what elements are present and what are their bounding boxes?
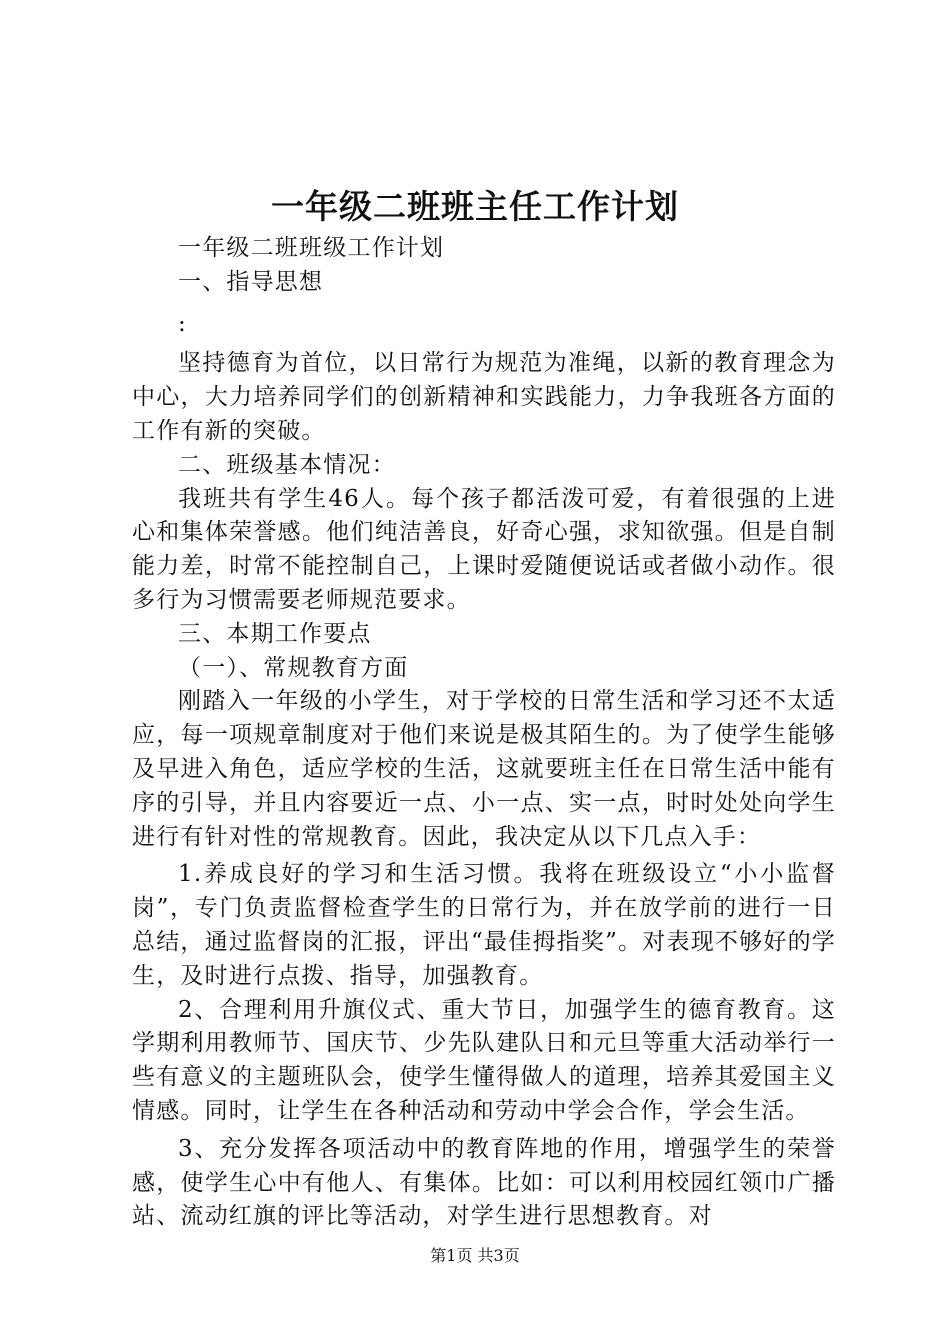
document-body — [132, 232, 836, 1234]
page-number-footer: 第1页 共3页 — [430, 1246, 520, 1265]
paragraph-class-situation: 我班共有学生46人。每个孩子都活泼可爱，有着很强的上进心和集体荣誉感。他们纯洁善良，好奇心强，求知欲强。但是自制能力差，时常不能控制自己，上课时爱随便说话或者做小动作。很多行为习惯需要老师规范要求。 — [132, 485, 836, 613]
paragraph-guiding-thought: 坚持德育为首位，以日常行为规范为准绳，以新的教育理念为中心，大力培养同学们的创新精神和实践能力，力争我班各方面的工作有新的突破。 — [132, 350, 836, 444]
section-heading-work-points: 三、本期工作要点 — [178, 620, 372, 647]
paragraph-item-1: 1.养成良好的学习和生活习惯。我将在班级设立“小小监督岗”，专门负责监督检查学生的日常行为，并在放学前的进行一日总结，通过监督岗的汇报，评出“最佳拇指奖”。对表现不够好的学生，及时进行点拨、指导，加强教育。 — [132, 861, 836, 989]
section-heading-guiding-thought: 一、指导思想 — [178, 268, 324, 295]
paragraph-colon: : — [178, 310, 187, 337]
paragraph-routine-education: 刚踏入一年级的小学生，对于学校的日常生活和学习还不太适应，每一项规章制度对于他们来说是极其陌生的。为了使学生能够及早进入角色，适应学校的生活，这就要班主任在日常生活中能有序的引导，并且内容要近一点、小一点、实一点，时时处处向学生进行有针对性的常规教育。因此，我决定从以下几点入手： — [132, 688, 836, 850]
document-title: 一年级二班班主任工作计划 — [271, 187, 679, 226]
paragraph-class-plan-heading: 一年级二班班级工作计划 — [178, 235, 445, 261]
paragraph-item-3: 3、充分发挥各项活动中的教育阵地的作用，增强学生的荣誉感，使学生心中有他人、有集体。比如：可以利用校园红领巾广播站、流动红旗的评比等活动，对学生进行思想教育。对 — [132, 1135, 836, 1230]
paragraph-item-2: 2、合理利用升旗仪式、重大节日，加强学生的德育教育。这学期利用教师节、国庆节、少先队建队日和元旦等重大活动举行一些有意义的主题班队会，使学生懂得做人的道理，培养其爱国主义情感。同时，让学生在各种活动和劳动中学会合作，学会生活。 — [132, 996, 836, 1124]
section-heading-class-situation: 二、班级基本情况： — [178, 451, 396, 478]
subsection-heading-routine-education: （一）、常规教育方面 — [178, 654, 409, 681]
